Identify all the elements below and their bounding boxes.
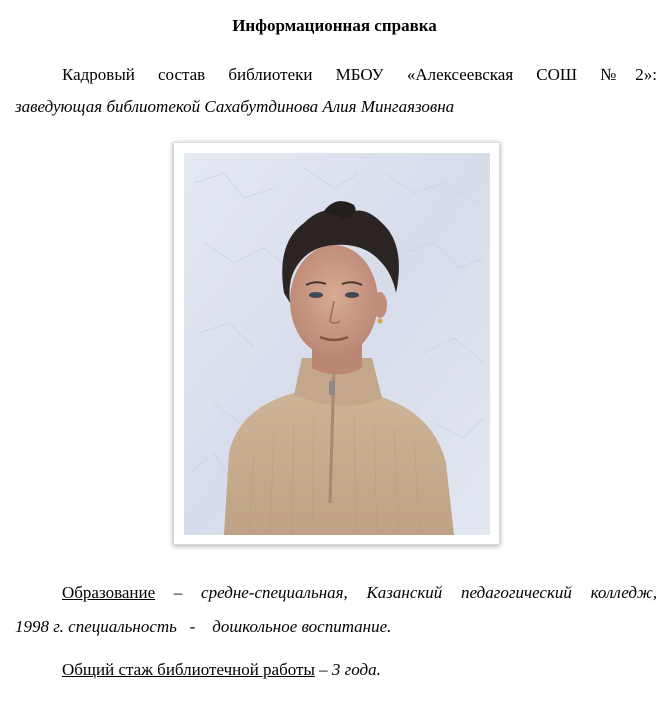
experience-dash: – <box>314 660 332 679</box>
experience-label: Общий стаж библиотечной работы <box>62 660 315 679</box>
document-title: Информационная справка <box>232 16 437 35</box>
photo-frame <box>173 142 500 545</box>
intro-paragraph <box>15 59 657 123</box>
experience-value: 3 года. <box>331 660 381 679</box>
education-paragraph <box>15 576 657 644</box>
education-dash: – <box>155 583 202 602</box>
portrait-photo <box>184 153 490 535</box>
intro-line-2: заведующая библиотекой Сахабутдинова Алия Мингаязовна <box>15 97 455 116</box>
education-label: Образование <box>62 583 156 602</box>
education-value-1: средне-специальная, Казанский педагогический колледж, <box>201 583 657 602</box>
education-line-1 <box>15 576 657 610</box>
education-line-2: 1998 г. специальность - дошкольное воспитание. <box>15 617 392 636</box>
intro-line-1: Кадровый состав библиотеки МБОУ «Алексеевская СОШ №2»: <box>62 65 657 84</box>
experience-paragraph <box>15 653 657 687</box>
portrait-illustration <box>184 153 490 535</box>
